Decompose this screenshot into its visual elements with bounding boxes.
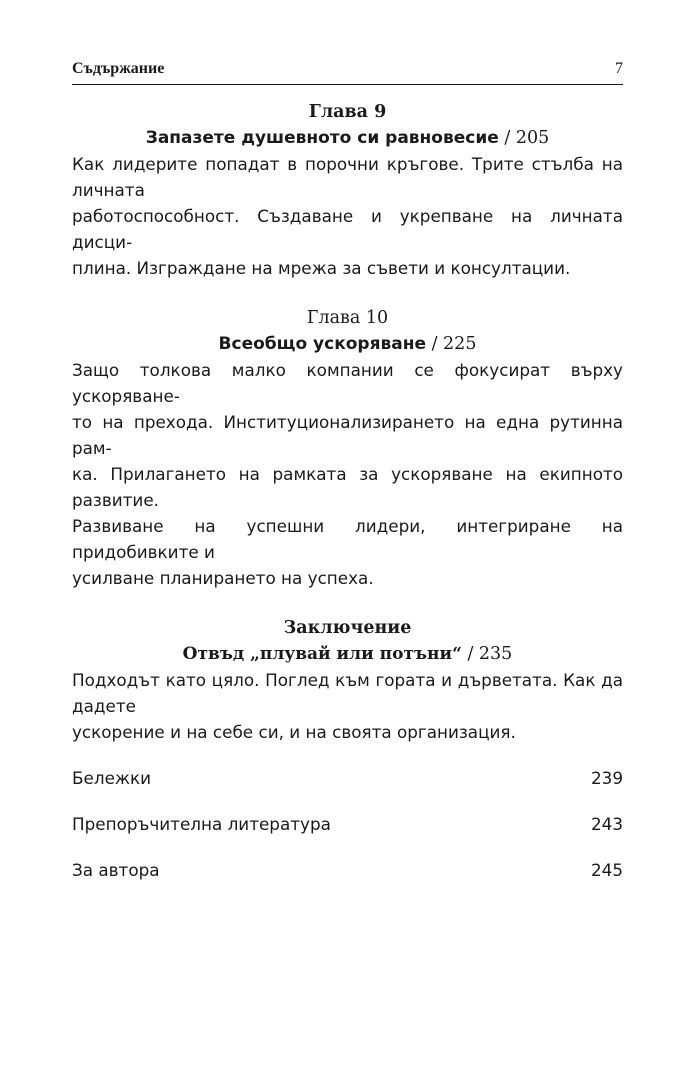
description-line: то на прехода. Институционализирането на една рутинна рам- (72, 412, 623, 458)
toc-section-chapter-9 (72, 99, 623, 281)
chapter-title: Запазете душевното си равновесие (145, 128, 499, 148)
toc-section-chapter-10 (72, 305, 623, 591)
toc-entry (72, 857, 623, 883)
chapter-page-ref: / 235 (467, 644, 513, 664)
chapter-title: Всеобщо ускоряване (218, 334, 427, 354)
running-title: Съдържание (72, 60, 165, 77)
chapter-page-ref: / 225 (431, 334, 477, 354)
chapter-label: Заключение (283, 618, 412, 638)
description-line: Подходът като цяло. Поглед към гората и дърветата. Как да дадете (72, 670, 623, 716)
chapter-page-ref: / 205 (504, 128, 550, 148)
description-line: Защо толкова малко компании се фокусират върху ускоряване- (72, 360, 623, 406)
chapter-title-line (72, 641, 623, 667)
chapter-description (72, 151, 623, 281)
chapter-title-line (72, 331, 623, 357)
chapter-title-line (72, 125, 623, 151)
toc-entry-page: 243 (590, 814, 623, 834)
description-line: Как лидерите попадат в порочни кръгове. Трите стълба на личната (72, 154, 623, 200)
toc-entry-label: Препоръчителна литература (72, 814, 331, 834)
description-line: работоспособност. Създаване и укрепване на личната дисци- (72, 206, 623, 252)
toc-section-conclusion (72, 615, 623, 745)
chapter-description (72, 667, 623, 745)
toc-entry (72, 765, 623, 791)
chapter-title: Отвъд „плувай или потъни“ (182, 644, 462, 664)
back-matter-list (72, 765, 623, 883)
page (72, 60, 623, 883)
running-header (72, 60, 623, 85)
description-line: ка. Прилагането на рамката за ускоряване на екипното развитие. (72, 464, 623, 510)
toc-entry-label: За автора (72, 860, 160, 880)
chapter-label: Глава 10 (306, 308, 389, 328)
chapter-description (72, 357, 623, 591)
toc-entry-label: Бележки (72, 768, 152, 788)
chapter-label: Глава 9 (308, 102, 387, 122)
description-line: плина. Изграждане на мрежа за съвети и консултации. (72, 258, 571, 278)
description-line: Развиване на успешни лидери, интегриране на придобивките и (72, 516, 623, 562)
toc-entry-page: 245 (590, 860, 623, 880)
description-line: ускорение и на себе си, и на своята организация. (72, 722, 516, 742)
toc-entry (72, 811, 623, 837)
description-line: усилване планирането на успеха. (72, 568, 374, 588)
page-number: 7 (615, 60, 623, 77)
toc-entry-page: 239 (590, 768, 623, 788)
